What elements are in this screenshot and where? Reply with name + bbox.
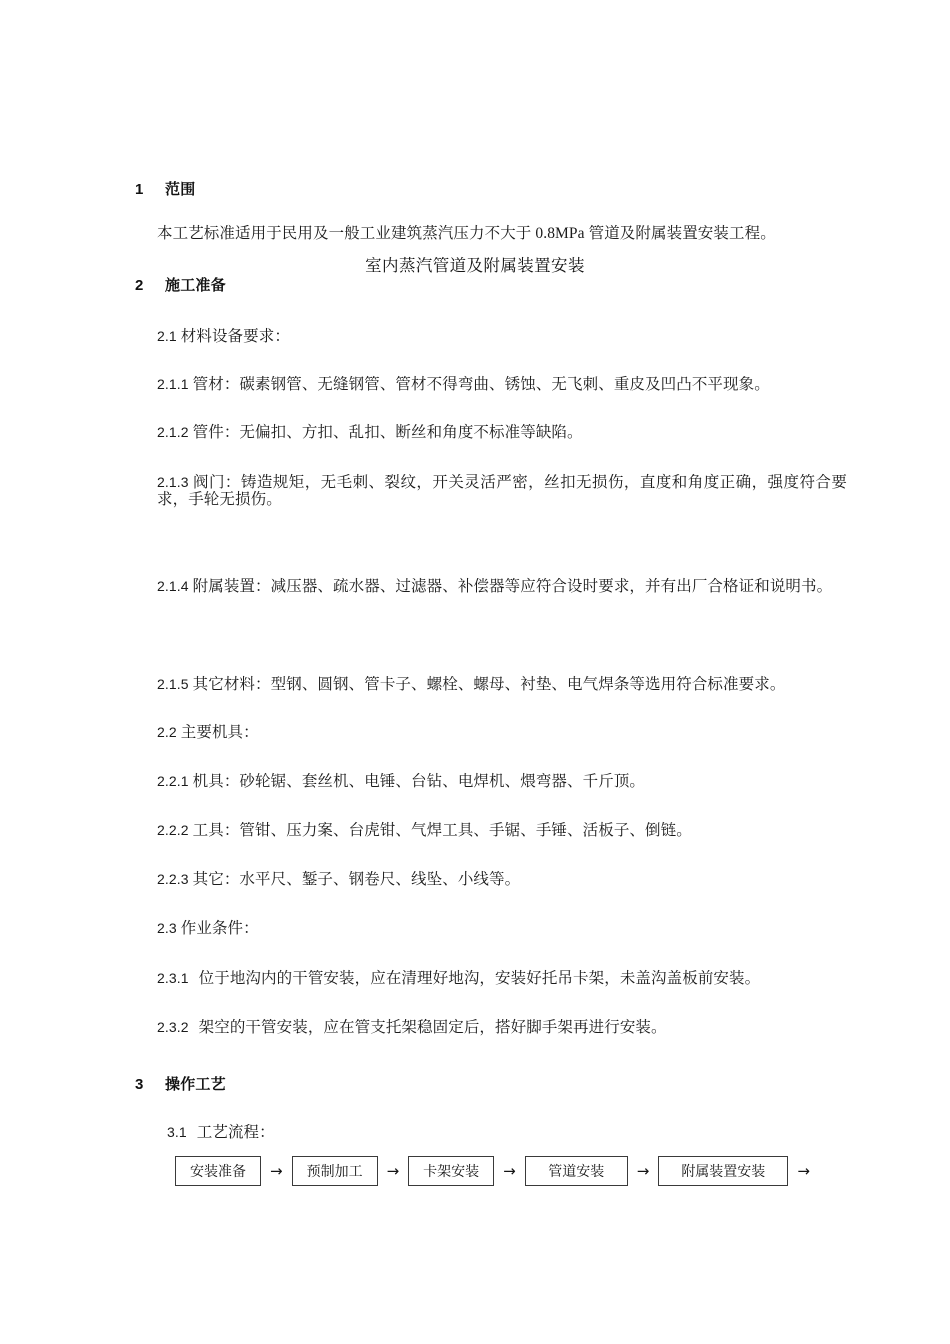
item-label-2-2-2: 2.2.2 <box>157 822 189 838</box>
item-2-1-5 <box>135 676 847 693</box>
item-2-2-2 <box>135 822 847 839</box>
item-text-2-2-3: 其它：水平尺、錾子、钢卷尺、线坠、小线等。 <box>192 871 521 888</box>
item-label-2-2: 2.2 <box>157 724 177 740</box>
section-heading-3 <box>135 1073 825 1094</box>
item-text-2-1-2: 管件：无偏扣、方扣、乱扣、断丝和角度不标准等缺陷。 <box>192 424 583 441</box>
arrow-right-icon-1: → <box>270 1161 283 1180</box>
item-text-2-1-5: 其它材料：型钢、圆钢、管卡子、螺栓、螺母、衬垫、电气焊条等选用符合标准要求。 <box>192 676 786 693</box>
item-text-2-2: 主要机具： <box>180 724 259 741</box>
section-title-1: 范围 <box>165 181 196 198</box>
item-2-3 <box>135 920 847 937</box>
flow-step-5: 附属装置安装 <box>658 1156 788 1186</box>
section-number-1: 1 <box>135 181 144 198</box>
flow-step-4: 管道安装 <box>525 1156 628 1186</box>
item-label-2-1-3: 2.1.3 <box>157 474 189 490</box>
section-title-2: 施工准备 <box>165 277 226 294</box>
item-text-2-3: 作业条件： <box>180 920 259 937</box>
flow-step-1: 安装准备 <box>175 1156 261 1186</box>
item-text-2-3-2: 架空的干管安装，应在管支托架稳固定后，搭好脚手架再进行安装。 <box>198 1019 667 1036</box>
item-2-2-3 <box>135 871 847 888</box>
item-label-2-2-1: 2.2.1 <box>157 773 189 789</box>
item-text-2-2-1: 机具：砂轮锯、套丝机、电锤、台钻、电焊机、煨弯器、千斤顶。 <box>192 773 646 790</box>
item-2-1-1 <box>135 376 847 393</box>
arrow-right-icon-5: → <box>797 1161 810 1180</box>
section-title-3: 操作工艺 <box>165 1076 226 1093</box>
item-2-3-2 <box>135 1019 847 1036</box>
item-label-2-3-2: 2.3.2 <box>157 1019 189 1035</box>
item-text-2-1-3: 阀门：铸造规矩，无毛刺、裂纹，开关灵活严密，丝扣无损伤，直度和角度正确，强度符合要求，手轮无损伤。 <box>157 474 847 509</box>
section-heading-1 <box>135 178 825 199</box>
item-2-1-3 <box>135 474 847 508</box>
item-2-3-1 <box>135 970 847 987</box>
item-label-3-1: 3.1 <box>167 1124 187 1140</box>
item-text-2-1-4: 附属装置：减压器、疏水器、过滤器、补偿器等应符合设时要求，并有出厂合格证和说明书。 <box>192 578 833 595</box>
section-number-3: 3 <box>135 1076 144 1093</box>
item-text-2-1: 材料设备要求： <box>180 328 290 345</box>
item-2-1 <box>135 328 847 345</box>
item-3-1 <box>135 1124 857 1141</box>
process-flowchart <box>175 1155 819 1187</box>
item-2-1-2 <box>135 424 847 441</box>
item-label-2-1-2: 2.1.2 <box>157 424 189 440</box>
item-label-2-3-1: 2.3.1 <box>157 970 189 986</box>
flow-step-2: 预制加工 <box>292 1156 378 1186</box>
item-label-2-2-3: 2.2.3 <box>157 871 189 887</box>
item-text-2-2-2: 工具：管钳、压力案、台虎钳、气焊工具、手锯、手锤、活板子、倒链。 <box>192 822 692 839</box>
item-label-2-3: 2.3 <box>157 920 177 936</box>
flow-step-3: 卡架安装 <box>408 1156 494 1186</box>
page-title: 室内蒸汽管道及附属装置安装 <box>365 256 585 275</box>
section-number-2: 2 <box>135 277 144 294</box>
item-label-2-1-1: 2.1.1 <box>157 376 189 392</box>
paragraph-scope: 本工艺标准适用于民用及一般工业建筑蒸汽压力不大于 0.8MPa 管道及附属装置安装工程。 <box>157 225 776 242</box>
item-text-3-1: 工艺流程： <box>196 1124 275 1141</box>
item-label-2-1: 2.1 <box>157 328 177 344</box>
item-2-2 <box>135 724 847 741</box>
item-2-1-4 <box>135 578 847 595</box>
item-text-2-1-1: 管材：碳素钢管、无缝钢管、管材不得弯曲、锈蚀、无飞刺、重皮及凹凸不平现象。 <box>192 376 770 393</box>
item-2-2-1 <box>135 773 847 790</box>
arrow-right-icon-3: → <box>503 1161 516 1180</box>
section-heading-2 <box>135 274 825 295</box>
item-label-2-1-5: 2.1.5 <box>157 676 189 692</box>
item-label-2-1-4: 2.1.4 <box>157 578 189 594</box>
arrow-right-icon-2: → <box>386 1161 400 1180</box>
arrow-right-icon-4: → <box>636 1161 650 1180</box>
item-text-2-3-1: 位于地沟内的干管安装，应在清理好地沟，安装好托吊卡架，未盖沟盖板前安装。 <box>198 970 761 987</box>
